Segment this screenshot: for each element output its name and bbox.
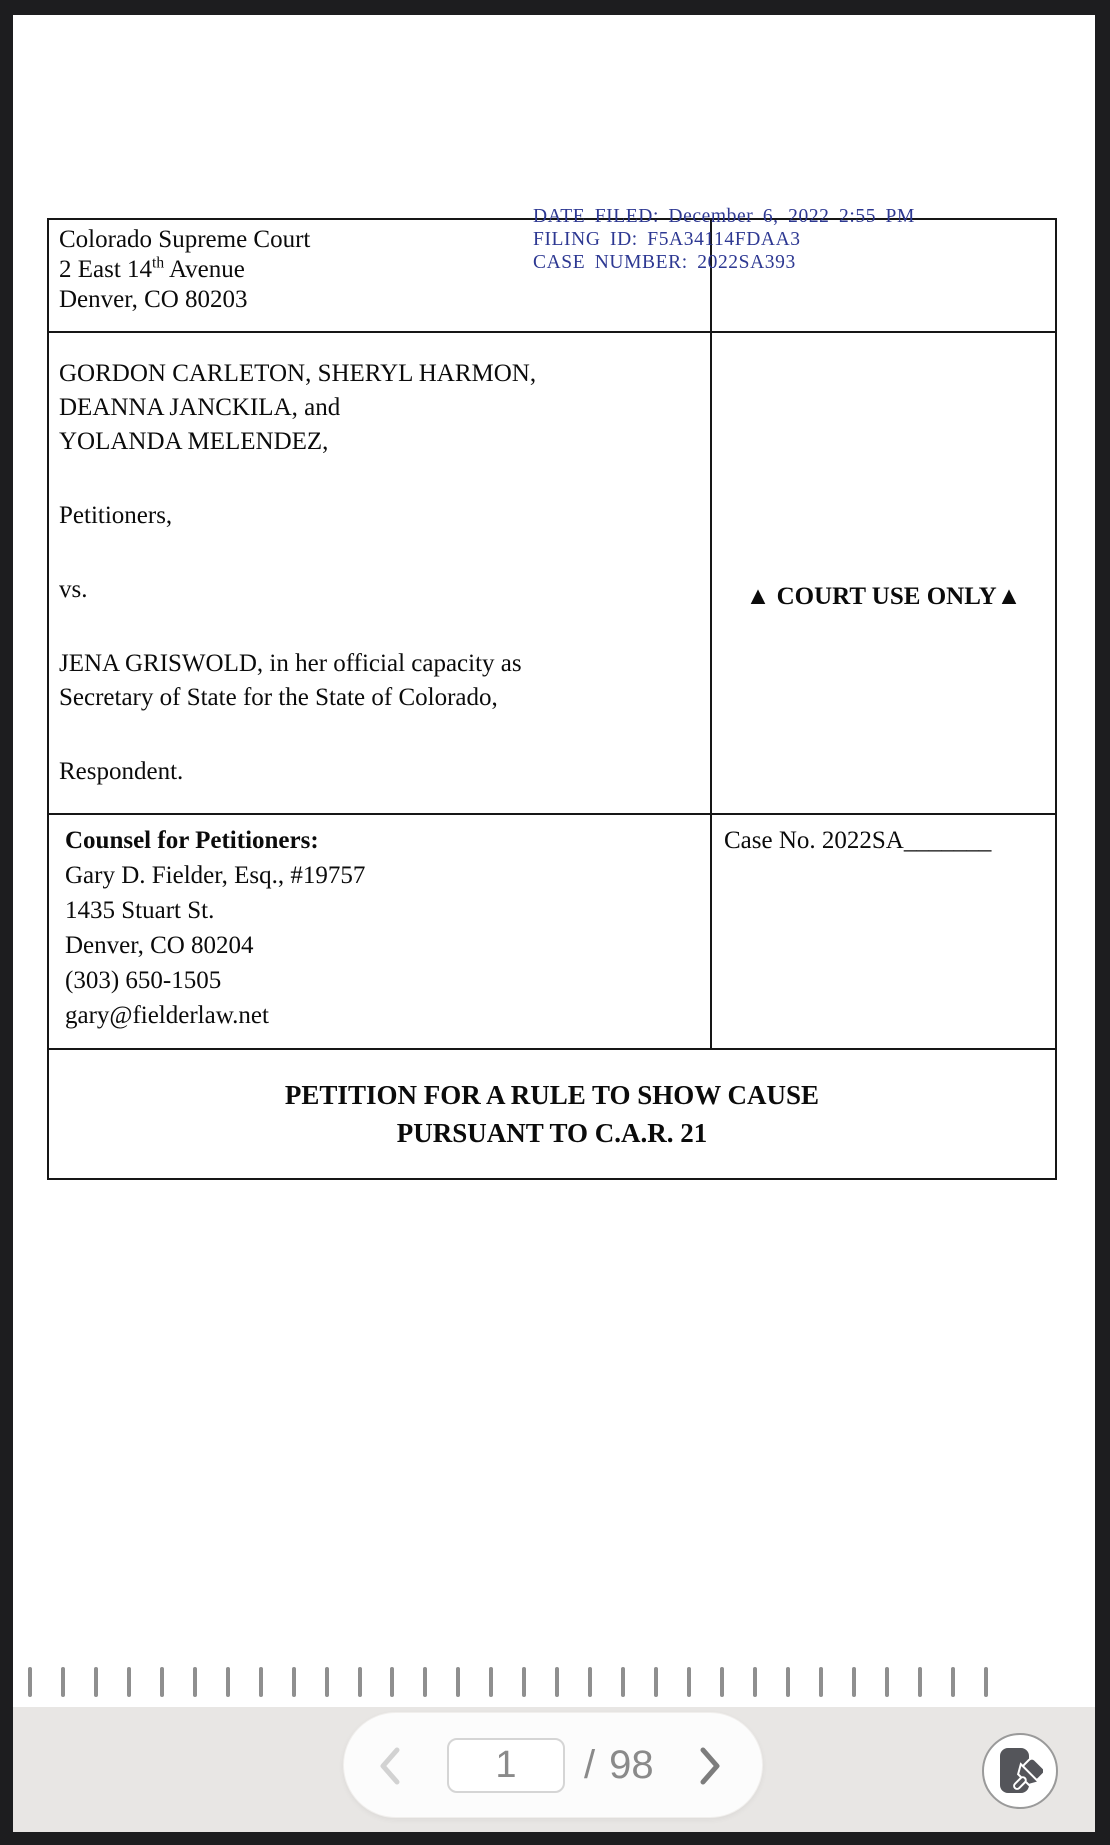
page-tick (786, 1667, 790, 1697)
page-tick (588, 1667, 592, 1697)
page-tick (621, 1667, 625, 1697)
page-tick (654, 1667, 658, 1697)
page-tick (193, 1667, 197, 1697)
stamp-date-filed: DATE FILED: December 6, 2022 2:55 PM (533, 206, 915, 227)
petitioner-names: GORDON CARLETON, SHERYL HARMON, DEANNA JANCKILA, and YOLANDA MELENDEZ, (59, 360, 537, 455)
counsel-city: Denver, CO 80204 (65, 932, 254, 959)
counsel-street: 1435 Stuart St. (65, 897, 215, 924)
page-tick (358, 1667, 362, 1697)
efiling-stamp (533, 205, 915, 274)
page-total (584, 1713, 654, 1817)
stamp-case-number: CASE NUMBER: 2022SA393 (533, 252, 796, 273)
page-tick (94, 1667, 98, 1697)
pin-page-button[interactable] (982, 1733, 1058, 1809)
page-tick (885, 1667, 889, 1697)
caption-table (47, 218, 1057, 1180)
page-tick (753, 1667, 757, 1697)
court-use-only-label: ▲ COURT USE ONLY▲ (745, 583, 1022, 610)
counsel-heading: Counsel for Petitioners: (65, 827, 319, 854)
page-tick (325, 1667, 329, 1697)
page-tick (390, 1667, 394, 1697)
court-use-only-cell (712, 333, 1055, 815)
page-ticks[interactable] (28, 1667, 988, 1697)
page-separator: / (584, 1742, 596, 1787)
page-tick (522, 1667, 526, 1697)
page-tick (951, 1667, 955, 1697)
court-city: Denver, CO 80203 (59, 286, 248, 313)
document-title-line2: PURSUANT TO C.A.R. 21 (396, 1118, 708, 1148)
court-street: 2 East 14th Avenue (59, 254, 245, 283)
page-tick (456, 1667, 460, 1697)
counsel-email: gary@fielderlaw.net (65, 1002, 269, 1029)
court-name: Colorado Supreme Court (59, 226, 311, 253)
page-tick (489, 1667, 493, 1697)
pin-page-icon (997, 1746, 1043, 1796)
page-tick (555, 1667, 559, 1697)
case-number-cell (712, 815, 1055, 1050)
previous-page-button[interactable] (376, 1745, 404, 1787)
respondent-label: Respondent. (59, 758, 184, 785)
parties-cell (49, 333, 712, 815)
stamp-filing-id: FILING ID: F5A34114FDAA3 (533, 229, 801, 250)
page-tick (259, 1667, 263, 1697)
chevron-left-icon (376, 1745, 404, 1787)
versus-label: vs. (59, 576, 88, 603)
page-number-input[interactable] (447, 1738, 565, 1793)
page-tick (687, 1667, 691, 1697)
page-tick (160, 1667, 164, 1697)
page-tick (819, 1667, 823, 1697)
next-page-button[interactable] (696, 1745, 724, 1787)
counsel-phone: (303) 650-1505 (65, 967, 222, 994)
counsel-name: Gary D. Fielder, Esq., #19757 (65, 862, 366, 889)
page-tick (984, 1667, 988, 1697)
counsel-cell (49, 815, 712, 1050)
respondent-names: JENA GRISWOLD, in her official capacity as Secretary of State for the State of Colorado, (59, 650, 522, 711)
page-tick (226, 1667, 230, 1697)
page-tick (852, 1667, 856, 1697)
case-number-blank: Case No. 2022SA_______ (724, 827, 992, 854)
page-tick (918, 1667, 922, 1697)
page-tick (292, 1667, 296, 1697)
chevron-right-icon (696, 1745, 724, 1787)
page-tick (28, 1667, 32, 1697)
page-tick (61, 1667, 65, 1697)
page-tick (720, 1667, 724, 1697)
document-title-line1: PETITION FOR A RULE TO SHOW CAUSE (284, 1080, 820, 1110)
page-navigator (343, 1712, 763, 1818)
petitioners-label: Petitioners, (59, 502, 173, 529)
page-tick (423, 1667, 427, 1697)
total-pages: 98 (609, 1742, 654, 1787)
page-tick (127, 1667, 131, 1697)
document-title-cell (49, 1050, 1055, 1178)
